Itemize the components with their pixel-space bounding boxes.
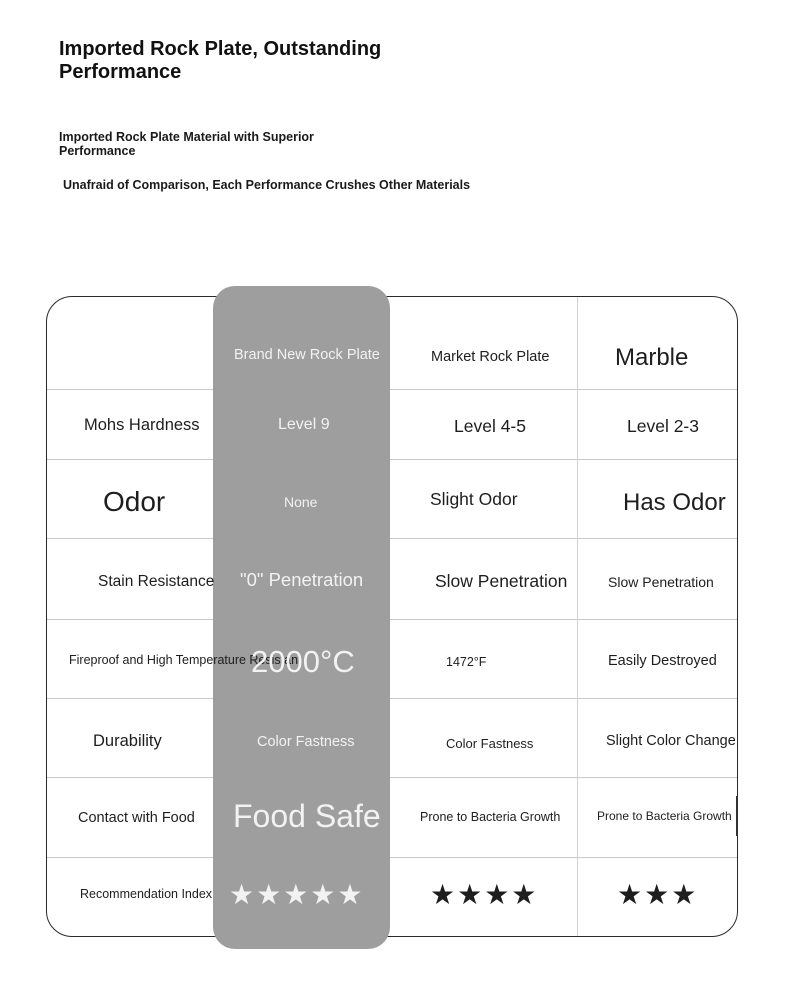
cell-value: Color Fastness xyxy=(446,736,534,751)
highlight-column xyxy=(213,286,390,949)
cell-value: 2000°C xyxy=(251,644,355,679)
cell-value: "0" Penetration xyxy=(240,569,364,590)
row-label-fireproof: Fireproof and High Temperature Resistant xyxy=(69,653,302,667)
row-divider xyxy=(47,857,737,858)
column-header-brand-new-rock-plate: Brand New Rock Plate xyxy=(234,347,380,363)
row-divider xyxy=(47,459,737,460)
cell-value: Easily Destroyed xyxy=(608,653,717,669)
row-divider xyxy=(47,619,737,620)
row-label-mohs-hardness: Mohs Hardness xyxy=(84,416,200,434)
cell-value: Level 2-3 xyxy=(627,416,699,436)
row-label-odor: Odor xyxy=(103,486,166,517)
comparison-table xyxy=(46,296,738,937)
cell-value: Prone to Bacteria Growth xyxy=(420,810,561,824)
column-header-market-rock-plate: Market Rock Plate xyxy=(431,349,550,365)
cell-value: Food Safe xyxy=(233,798,381,834)
cell-value: Slight Odor xyxy=(430,489,518,509)
subtitle: Imported Rock Plate Material with Superior Performance xyxy=(59,130,314,158)
cell-value: Prone to Bacteria Growth xyxy=(597,809,732,823)
column-header-marble: Marble xyxy=(615,344,689,371)
cell-value: Has Odor xyxy=(623,489,726,516)
star-rating: ★★★ xyxy=(617,879,699,910)
row-divider xyxy=(47,777,737,778)
cell-value: Slight Color Change xyxy=(606,733,736,749)
row-label-contact-with-food: Contact with Food xyxy=(78,810,195,826)
row-label-durability: Durability xyxy=(93,732,162,750)
cell-value: Color Fastness xyxy=(257,734,355,750)
tagline: Unafraid of Comparison, Each Performance Crushes Other Materials xyxy=(63,178,471,192)
cell-value: Slow Penetration xyxy=(435,571,568,591)
border-accent xyxy=(736,796,738,836)
row-label-recommendation-index: Recommendation Index xyxy=(80,887,213,901)
star-rating: ★★★★★ xyxy=(229,879,365,910)
cell-value: 1472°F xyxy=(446,655,487,669)
cell-value: Slow Penetration xyxy=(608,574,714,590)
page-title: Imported Rock Plate, Outstanding Performance xyxy=(59,38,382,83)
cell-value: Level 9 xyxy=(278,416,330,433)
star-rating: ★★★★ xyxy=(430,879,539,910)
row-divider xyxy=(47,389,737,390)
row-divider xyxy=(47,698,737,699)
cell-value: Level 4-5 xyxy=(454,416,526,436)
row-divider xyxy=(47,538,737,539)
cell-value: None xyxy=(284,494,318,510)
row-label-stain-resistance: Stain Resistance xyxy=(98,573,215,590)
column-divider xyxy=(577,297,578,936)
